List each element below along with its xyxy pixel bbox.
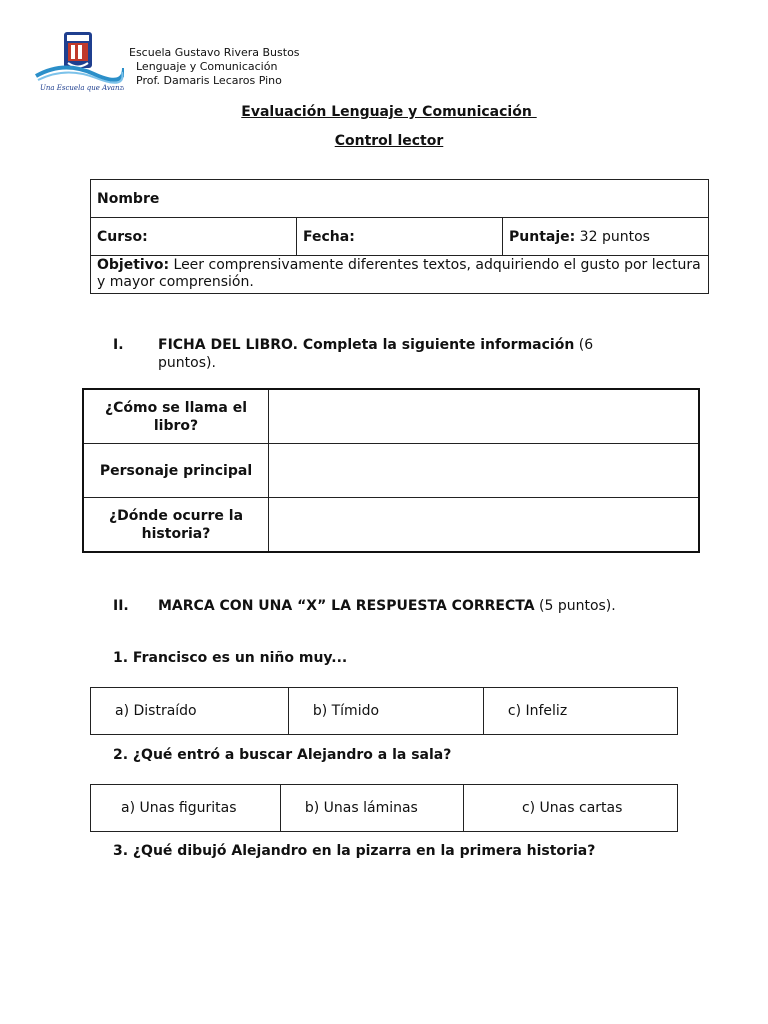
question-2-options [90, 784, 678, 832]
student-info-table [90, 179, 709, 294]
main-character-answer[interactable] [269, 444, 700, 498]
main-character-label: Personaje principal [83, 444, 269, 498]
option-2b[interactable]: b) Unas láminas [280, 785, 463, 832]
question-2: 2. ¿Qué entró a buscar Alejandro a la sala? [113, 747, 452, 763]
option-1a[interactable]: a) Distraído [91, 688, 289, 735]
name-label: Nombre [97, 190, 160, 207]
school-info [129, 46, 300, 88]
course-label: Curso: [97, 228, 148, 245]
score-field [503, 218, 709, 256]
section-2-points: (5 puntos). [534, 598, 616, 614]
objective-cell [91, 256, 709, 294]
option-1b[interactable]: b) Tímido [288, 688, 483, 735]
option-2c[interactable]: c) Unas cartas [463, 785, 677, 832]
option-2a[interactable]: a) Unas figuritas [91, 785, 281, 832]
course-field[interactable] [91, 218, 297, 256]
date-field[interactable] [297, 218, 503, 256]
section-1-points-b: puntos). [158, 355, 216, 371]
book-title-label: ¿Cómo se llama el libro? [83, 389, 269, 444]
name-field[interactable] [91, 180, 709, 218]
section-2-number: II. [113, 598, 129, 614]
subject-name: Lenguaje y Comunicación [136, 60, 278, 73]
school-crest-icon [34, 30, 124, 94]
story-location-answer[interactable] [269, 498, 700, 553]
question-1-options [90, 687, 678, 735]
objective-label: Objetivo: [97, 257, 170, 273]
school-name: Escuela Gustavo Rivera Bustos [129, 46, 300, 59]
teacher-name: Prof. Damaris Lecaros Pino [136, 74, 282, 87]
date-label: Fecha: [303, 228, 355, 245]
question-3: 3. ¿Qué dibujó Alejandro en la pizarra en la primera historia? [113, 843, 596, 859]
book-info-table [82, 388, 700, 553]
section-1-number: I. [113, 337, 124, 353]
page-title: Evaluación Lenguaje y Comunicación [241, 104, 537, 120]
section-2-title: MARCA CON UNA “X” LA RESPUESTA CORRECTA [158, 598, 535, 614]
section-1-points-a: (6 [574, 337, 594, 353]
option-1c[interactable]: c) Infeliz [483, 688, 677, 735]
school-logo [34, 30, 124, 94]
story-location-label: ¿Dónde ocurre la historia? [83, 498, 269, 553]
section-1-title: FICHA DEL LIBRO. Completa la siguiente información [158, 337, 575, 353]
section-2-heading [113, 597, 713, 615]
score-value: 32 puntos [575, 228, 650, 245]
logo-motto: Una Escuela que Avanza [40, 84, 124, 92]
page-subtitle: Control lector [334, 133, 444, 149]
question-1: 1. Francisco es un niño muy... [113, 650, 348, 666]
section-1-heading [113, 336, 673, 372]
book-title-answer[interactable] [269, 389, 700, 444]
score-label: Puntaje: [509, 228, 576, 245]
objective-text: Leer comprensivamente diferentes textos, adquiriendo el gusto por lectura y mayor comprensión. [97, 257, 701, 290]
